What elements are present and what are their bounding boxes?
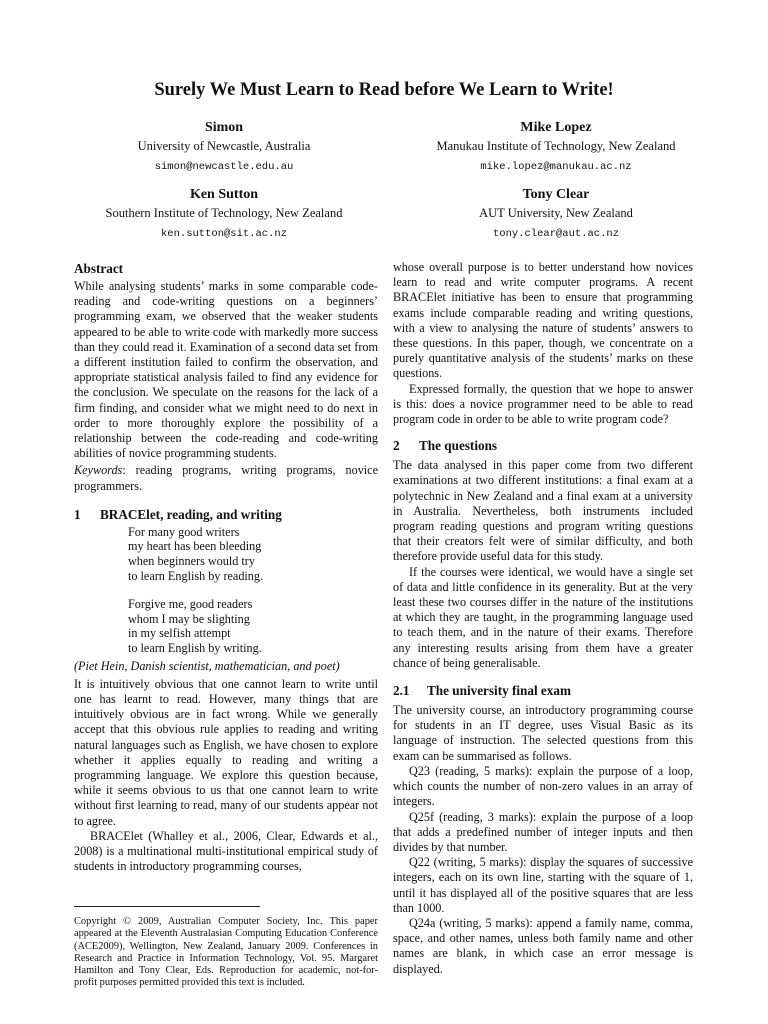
subsection-heading: [393, 682, 693, 699]
author-affiliation: AUT University, New Zealand: [479, 206, 633, 220]
section-title: BRACElet, reading, and writing: [100, 506, 282, 522]
keywords-label: Keywords: [74, 463, 123, 478]
body-paragraph: BRACElet (Whalley et al., 2006, Clear, Edwards et al., 2008) is a multinational multi-institutional empirical study of students in introductory programming courses,: [74, 828, 378, 874]
poem-line: For many good writers: [128, 524, 240, 539]
body-paragraph: whose overall purpose is to better understand how novices learn to read and write computer programs. A recent BRACElet initiative has been to ensure that programming exams include comparable reading and writing questions, with a view to analysing the nature of students’ answers to these questions. In this paper, though, we concentrate on a purely quantitative analysis of the students’ marks on these questions.: [393, 260, 693, 381]
author-affiliation: Southern Institute of Technology, New Zealand: [105, 206, 343, 220]
poem-line: my heart has been bleeding: [128, 539, 262, 554]
author-block: [386, 187, 726, 241]
poem-line: whom I may be slighting: [128, 611, 250, 626]
paper-title: Surely We Must Learn to Read before We Learn to Write!: [154, 80, 614, 100]
author-name: Mike Lopez: [520, 120, 592, 135]
author-email: tony.clear@aut.ac.nz: [492, 228, 620, 240]
abstract-text: While analysing students’ marks in some comparable code-reading and code-writing questions on a beginners’ programming exam, we observed that the weaker students appeared to be able to write code with markedly more success than they could read it. Examination of a second data set from a different institution failed to confirm the observation, and appropriate statistical analysis failed to find any evidence for the conclusion. We speculate on the reasons for the lack of a firm finding, and consider what we might need to do next in order to more thoroughly explore the possibility of a relationship between the code-reading and code-writing abilities of novice programming students.: [74, 279, 378, 461]
poem-line: to learn English by writing.: [128, 641, 262, 655]
question-q25f: Q25f (reading, 3 marks): explain the purpose of a loop that adds a predefined number of integer inputs and then divides by that number.: [393, 809, 693, 854]
author-name: Ken Sutton: [189, 187, 259, 202]
author-block: [54, 187, 394, 241]
section-heading: [74, 506, 378, 523]
copyright-footnote: [74, 916, 378, 990]
question-q24a: Q24a (writing, 5 marks): append a family name, comma, space, and other names, unless both family name and other names are blank, in which case an error message is displayed.: [393, 915, 693, 976]
author-email: mike.lopez@manukau.ac.nz: [480, 161, 632, 173]
abstract-heading: Abstract: [74, 261, 124, 276]
author-block: [386, 120, 726, 174]
section-number: 2: [393, 438, 400, 454]
body-paragraph: If the courses were identical, we would have a single set of data and little confidence in its generality. But at the very least these two courses differ in the nature of the institutions at which they are taught, in the programming language used to teach them, and in the nature of their exams. Therefore any interesting results arising from them have a greater chance of being generalisable.: [393, 564, 693, 670]
footnote-rule: [74, 906, 260, 907]
keywords-text: : reading programs, writing programs, novice programmers.: [74, 463, 378, 493]
author-affiliation: Manukau Institute of Technology, New Zealand: [436, 139, 676, 153]
section-number: 1: [74, 506, 81, 522]
poem: [74, 525, 378, 656]
question-q23: Q23 (reading, 5 marks): explain the purpose of a loop, which counts the number of non-zero values in an array of integers.: [393, 763, 693, 809]
right-column: [393, 260, 693, 977]
poem-attribution: (Piet Hein, Danish scientist, mathematician, and poet): [74, 658, 340, 673]
author-block: [54, 120, 394, 174]
poem-line: Forgive me, good readers: [128, 597, 253, 612]
body-paragraph: The data analysed in this paper come from two different examinations at two different institutions: a final exam at a polytechnic in New Zealand and a final exam at a university in Australia. Nevertheless, both instruments included program reading questions and program writing questions that their creators felt were of similar difficulty, and both therefore provide useful data for this study.: [393, 458, 693, 564]
author-email: ken.sutton@sit.ac.nz: [160, 228, 288, 240]
subsection-title: The university final exam: [427, 683, 571, 699]
keywords: [74, 463, 378, 493]
poem-line: when beginners would try: [128, 554, 255, 569]
author-name: Simon: [204, 120, 244, 135]
question-q22: Q22 (writing, 5 marks): display the squares of successive integers, each on its own line, starting with the square of 1, until it has displayed all of the positive squares that are less than 1000.: [393, 855, 693, 915]
poem-line: to learn English by reading.: [128, 568, 264, 583]
author-name: Tony Clear: [522, 187, 590, 202]
poem-line: in my selfish attempt: [128, 626, 231, 641]
body-paragraph: It is intuitively obvious that one cannot learn to write until one has learnt to read. However, many things that are intuitively obvious are in fact wrong. While we generally accept that this obvious rule applies to reading and writing natural languages such as English, we have chosen to explore whether it applies equally to reading and writing a programming language. We explore this question because, while it seems obvious to us that one cannot learn to write without first learning to read, many of our students appear not to agree.: [74, 676, 378, 828]
subsection-number: 2.1: [393, 683, 410, 699]
footnote-text: Copyright © 2009, Australian Computer Society, Inc. This paper appeared at the Eleventh Australasian Computing Education Conference (ACE2009), Wellington, New Zealand, January 2009. Conferences in Research and Practice in Information Technology, Vol. 95. Margaret Hamilton and Tony Clear, Eds. Reproduction for academic, not-for-profit purposes permitted provided this text is included.: [74, 916, 378, 989]
left-column: [74, 260, 378, 874]
section-heading: [393, 437, 693, 454]
author-email: simon@newcastle.edu.au: [154, 161, 294, 173]
author-affiliation: University of Newcastle, Australia: [137, 139, 311, 153]
section-title: The questions: [419, 438, 498, 454]
body-paragraph: The university course, an introductory programming course for students in an IT degree, uses Visual Basic as its language of instruction. The selected questions from this exam can be summarised as follows.: [393, 703, 693, 763]
body-paragraph: Expressed formally, the question that we hope to answer is this: does a novice programmer need to be able to read program code in order to be able to write program code?: [393, 381, 693, 427]
